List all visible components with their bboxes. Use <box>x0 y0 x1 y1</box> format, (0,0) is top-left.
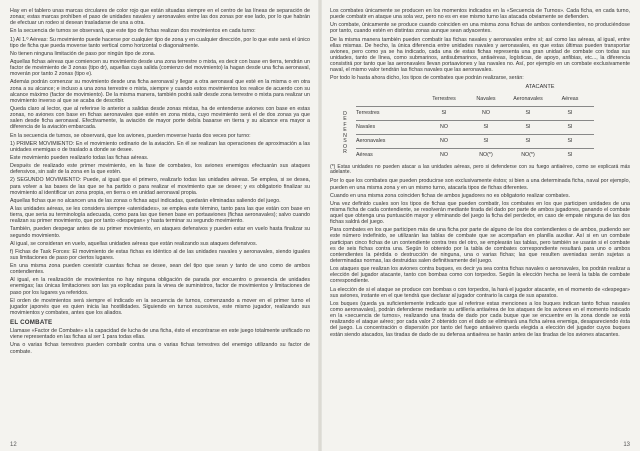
section-heading-combat: EL COMBATE <box>10 319 53 327</box>
left-paragraph: En la secuencia de turnos se observará, que este tipo de fichas realizan dos movimientos en cada turno: <box>10 28 256 35</box>
table-footnote: (*) Estas unidades no pueden atacar a las unidades aéreas, pero si defenderse con su fuego antiaéreo, como se explicará más adelante. <box>330 163 630 176</box>
table-row <box>340 106 594 120</box>
right-paragraph: De la misma manera también pueden combatir las fichas navales y aeronavales entre sí; así como las aéreas, al igual, entre ellas mismas. De hecho, la única diferencia entre unidades navales y aeronavales, es que estas últimas pueden transportar aviones, pero como ya se ha indicado, cada una de estas fichas representa una gran unidad de combate con todas sus unidades, tanto de línea, como submarinos, antisubmarinos, antiaéreas, logísticas, de apoyo, anfibias, etc..., la diferencia consistirá por tanto que las aeronavales llevan portaaviones y las navales no. Así, por ejemplo en un combate exclusivamente naval, el mismo valor tendrán las fichas navales que las aeronavales. <box>330 36 630 74</box>
table-header-row <box>340 93 594 107</box>
table-cell: NO(*) <box>510 148 552 162</box>
right-paragraph: Los combates únicamente se producen en los momentos indicados en la «Secuencia de Turnos». Cada ficha, en cada turno, puede combatir en ataque una sola vez, pero no es en ese mismo turno las atacada obviamente se defienden. <box>330 8 630 21</box>
table-cell: SI <box>468 134 510 148</box>
left-paragraph: Después de realizado este primer movimiento, en la fase de combates, los aviones enemigos efectuarán sus ataques defensivos, sin salir de la zona en la que estén. <box>10 163 310 176</box>
right-paragraph: Los buques (queda ya suficientemente indicado que al referirse estas menciones a los buques indican tanto fichas navales como aeronavales), podrán defenderse mediante su artillería antiaérea de los ataques de los aviones en el momento indicado en la «secuencia de turnos», realizando una tirada de dado por cada buque que se encuentre en la zona donde se está realizando el ataque aéreo; por cada valor 2 obtenido con el dado se eliminará una ficha aérea enemiga, desapareciendo ésta del juego. La concentración o dispersión por tanto del fuego antiaéreo queda elegida a elección del jugador cuyos buques están siendo atacados, las tiradas de dado de su defensa antiaérea se harán antes de las tiradas de los aviones atacantes. <box>330 300 630 338</box>
left-paragraph: En una misma zona pueden coexistir cuantas fichas se desee, sean del tipo que sean y tanto de uno como de ambos contendientes. <box>10 263 310 276</box>
table-row <box>340 120 594 134</box>
right-paragraph: Los ataques que realizan los aviones contra buques, es decir ya sea contra fichas navales o aeronavales, los podrán realizar a elección del jugador atacante, tanto con bombas como con torpedos. Según la elección hecha se leerá la tabla de combate correspondiente. <box>330 266 630 285</box>
table-cell: SI <box>426 106 468 120</box>
left-paragraph: 1) Al 1.º Aéreas: Su movimiento puede hacerse por cualquier tipo de zona y en cualquier dirección, por lo que este será el único tipo de ficha que pueda moverse tanto vertical como horizontal o diagonalmente. <box>10 36 310 49</box>
table-cell: NO <box>426 134 468 148</box>
table-cell: SI <box>510 120 552 134</box>
table-cell: NO <box>468 106 510 120</box>
table-defender-label: D E F E N S O R <box>342 110 348 156</box>
right-paragraph: La elección de si el ataque se produce con bombas o con torpedos, la hará el jugador atacante, en el momento de «despegar» sus aviones, instante en el que tendrá que declarar al jugador contrario la carga de sus aparatos. <box>330 286 630 299</box>
left-paragraph: Una o varias fichas terrestres pueden combatir contra una o varias fichas terrestres del enemigo utilizando su factor de combate. <box>10 342 310 355</box>
left-paragraph: Queda claro al lector, que al referirse lo anterior a salidas desde zonas mixtas, ha de entenderse aviones con base en estas zonas, no aviones con base en fichas aeronavales que estén en zona mixta, cuyo movimiento será el de dos zonas ya que salen desde ficha aeronaval. Efectivamente, la aviación de mayor porte debía basarse en tierra y su alcance era mayor a diferencia de la aviación embarcada. <box>10 105 310 131</box>
left-paragraph: El orden de movimientos será siempre el indicado en la secuencia de turnos, comenzando a mover en el primer turno el jugador japonés que es quien inicia las hostilidades. Siguiendo en turnos sucesivos, este mismo jugador, realizando sus movimientos y combates, antes que los aliados. <box>10 297 310 317</box>
left-paragraph: También, pueden despegar antes de su primer movimiento, en ataques defensivos y pueden estar en vuelo hasta finalizar su segundo movimiento. <box>10 226 310 239</box>
table-cell: SI <box>468 120 510 134</box>
left-paragraph: Aquellas fichas que no alcancen una de las zonas o fichas aquí indicadas, quedarán eliminadas saliendo del juego. <box>10 197 281 204</box>
col-header: Terrestres <box>432 96 456 103</box>
table-cell: SI <box>552 148 594 162</box>
right-paragraph: Para combates en los que participen más de una ficha por parte de alguno de los dos contendientes o de ambos, pudiendo ser este número indefinido, se utilizarán las tablas de combate que se acompañan en planilla auxiliar. Así si en un combate participan cinco fichas de un contendiente contra tres del otro, se emplearán las tablas, pero también se usarán si el combate es de seis fichas contra una. Según lo obtenido por la tabla de combates correspondiente resultará para uno o ambos contendientes la pérdida o destrucción de ninguna, una o varias fichas; las que resulten aveniadas serán sujetas a determinadas normas, las destruidas salen definitivamente del juego. <box>330 227 630 265</box>
left-paragraph: Además podrán comenzar su movimiento desde una ficha aeronaval y llegar a otra aeronaval que esté en la misma o en otra zona a su alcance; e incluso a una zona terrestre o mixta, siempre y cuando estos movimientos los realice de acuerdo con su alcance máximo (factor de movimiento). De la misma manera, también podrá salir desde zona terrestre o mixta para realizar un movimiento inverso al que se acaba de describir. <box>10 79 310 104</box>
left-paragraph: Llamase «Factor de Combate» a la capacidad de lucha de una ficha, ésto el encontrarse en este juego totalmente unificado no viene representado en las fichas al ser 1 para todas ellas. <box>10 328 310 341</box>
right-paragraph: Por lo que los combates que pueden producirse son exclusivamente éstos; si bien a una determinada ficha, naval por ejemplo, pueden en una misma zona y en un mismo turno, atacarla tipos de fichas diferentes. <box>330 178 630 191</box>
left-paragraph: Este movimiento pueden realizarlo todas las fichas aéreas. <box>10 154 149 161</box>
left-paragraph: 1) PRIMER MOVIMIENTO: En el movimiento ordinario de la aviación. En él se realizan las operaciones de aproximación a las unidades enemigas o de traslado a donde se desee. <box>10 140 310 153</box>
right-paragraph: Cuando en una misma zona coinciden fichas de ambos jugadores no es obligatorio realizar combates. <box>330 192 570 199</box>
right-paragraph: Un combate, únicamente se produce cuando coinciden en una misma zona fichas de ambos contendientes, no produciéndose por tanto, cuando estén en distintas zonas aunque sean adyacentes. <box>330 22 630 35</box>
table-row <box>340 148 594 162</box>
left-paragraph: Hay en el tablero unas marcas circulares de color rojo que están situadas siempre en el centro de las líneas de separación de zonas; estas marcas prohíben el paso de unidades navales y aeronavales entre las dos zonas por ese lado, por lo que habrán de efectuar un rodeo si desean trasladarse de una a otra. <box>10 8 310 27</box>
left-paragraph: Aquellas fichas aéreas que comiencen su movimiento desde una zona terrestre o mixta, es decir con base en tierra, tendrán un factor de movimiento de 3 zonas (tipo dr), aquellas cuya salida (comienzo del movimiento) la hagan desde una ficha aeronaval, moverán por tanto 2 zonas (tipo e). <box>10 58 310 78</box>
left-paragraph: A las unidades aéreas, se les considera siempre «atenidades», se emplea este término, tanto para las que están con base en tierra, que seria su terminología adecuada, como para las que tienen base en portaaviones (fichas aeronavales); salvo cuando realizan su primer movimiento, que por tanto «despegan» y hasta terminar su segundo movimiento. <box>10 205 310 225</box>
row-label: Aéreas <box>356 148 426 162</box>
right-paragraph: Por todo lo hasta ahora dicho, los tipos de combates que podrán realizarse, serán: <box>330 75 524 82</box>
row-label: Aeronavales <box>356 134 426 148</box>
left-paragraph: f) Fichas de Task Forces: El movimiento de estas fichas es idéntico al de las unidades navales y aeronavales, siendo iguales sus limitaciones de paso por ciertos lugares. <box>10 248 310 261</box>
table-cell: SI <box>552 120 594 134</box>
col-header: Aeronavales <box>513 96 543 103</box>
row-label: Navales <box>356 120 426 134</box>
table-row <box>340 134 594 148</box>
table-cell: SI <box>552 106 594 120</box>
right-page <box>320 0 640 451</box>
left-paragraph: Al igual, se consideran en vuelo, aquellas unidades aéreas que están realizando sus ataques defensivos. <box>10 240 258 247</box>
combat-type-table <box>340 93 594 162</box>
table-cell: SI <box>510 106 552 120</box>
left-paragraph: No tienen ninguna limitación de paso por ningún tipo de zona. <box>10 50 156 57</box>
col-header: Navales <box>476 96 496 103</box>
left-paragraph: Al igual, en la realización de movimientos no hay ninguna obligación de parada por encuentro o presencia de unidades enemigas; las únicas limitaciones son las ya explicadas para la vinea de suministros, factor de movimientos y limitaciones de paso por los lugares ya referidos. <box>10 277 310 296</box>
page-number-right: 13 <box>623 442 630 448</box>
table-attacker-label: ATACANTE <box>525 83 555 90</box>
table-cell: NO(*) <box>468 148 510 162</box>
table-cell: NO <box>426 120 468 134</box>
left-paragraph: En la secuencia de turnos, se observará, que los aviones, pueden moverse hasta dos veces por turno: <box>10 132 251 139</box>
table-cell: NO <box>426 148 468 162</box>
row-label: Terrestres <box>356 106 426 120</box>
left-paragraph: 2) SEGUNDO MOVIMIENTO: Puede, al igual que el primero, realizarlo todas las unidades aéreas. Se emplea, si se desea, para volver a las bases de las que se ha partido o para realizar el movimiento que se desee; y es obligatorio finalizar su movimiento al identificar un zona propia, en tierra o en unidad aeronaval propia. <box>10 177 310 196</box>
page-number-left: 12 <box>10 442 17 448</box>
table-cell: SI <box>552 134 594 148</box>
right-paragraph: Una vez definido cuales son los tipos de fichas que pueden combatir, los combates en los que participen unidades de una misma ficha de cada contendiente, se resolverán mediante tirada del dado por parte de ambos jugadores, ganando el combate aquel que obtenga una puntuación mayor y eliminando del juego la ficha del perdedor, en caso de empate ninguna de las dos fichas saldrá del juego. <box>330 200 630 226</box>
col-header: Aéreas <box>561 96 579 103</box>
table-cell: SI <box>510 134 552 148</box>
